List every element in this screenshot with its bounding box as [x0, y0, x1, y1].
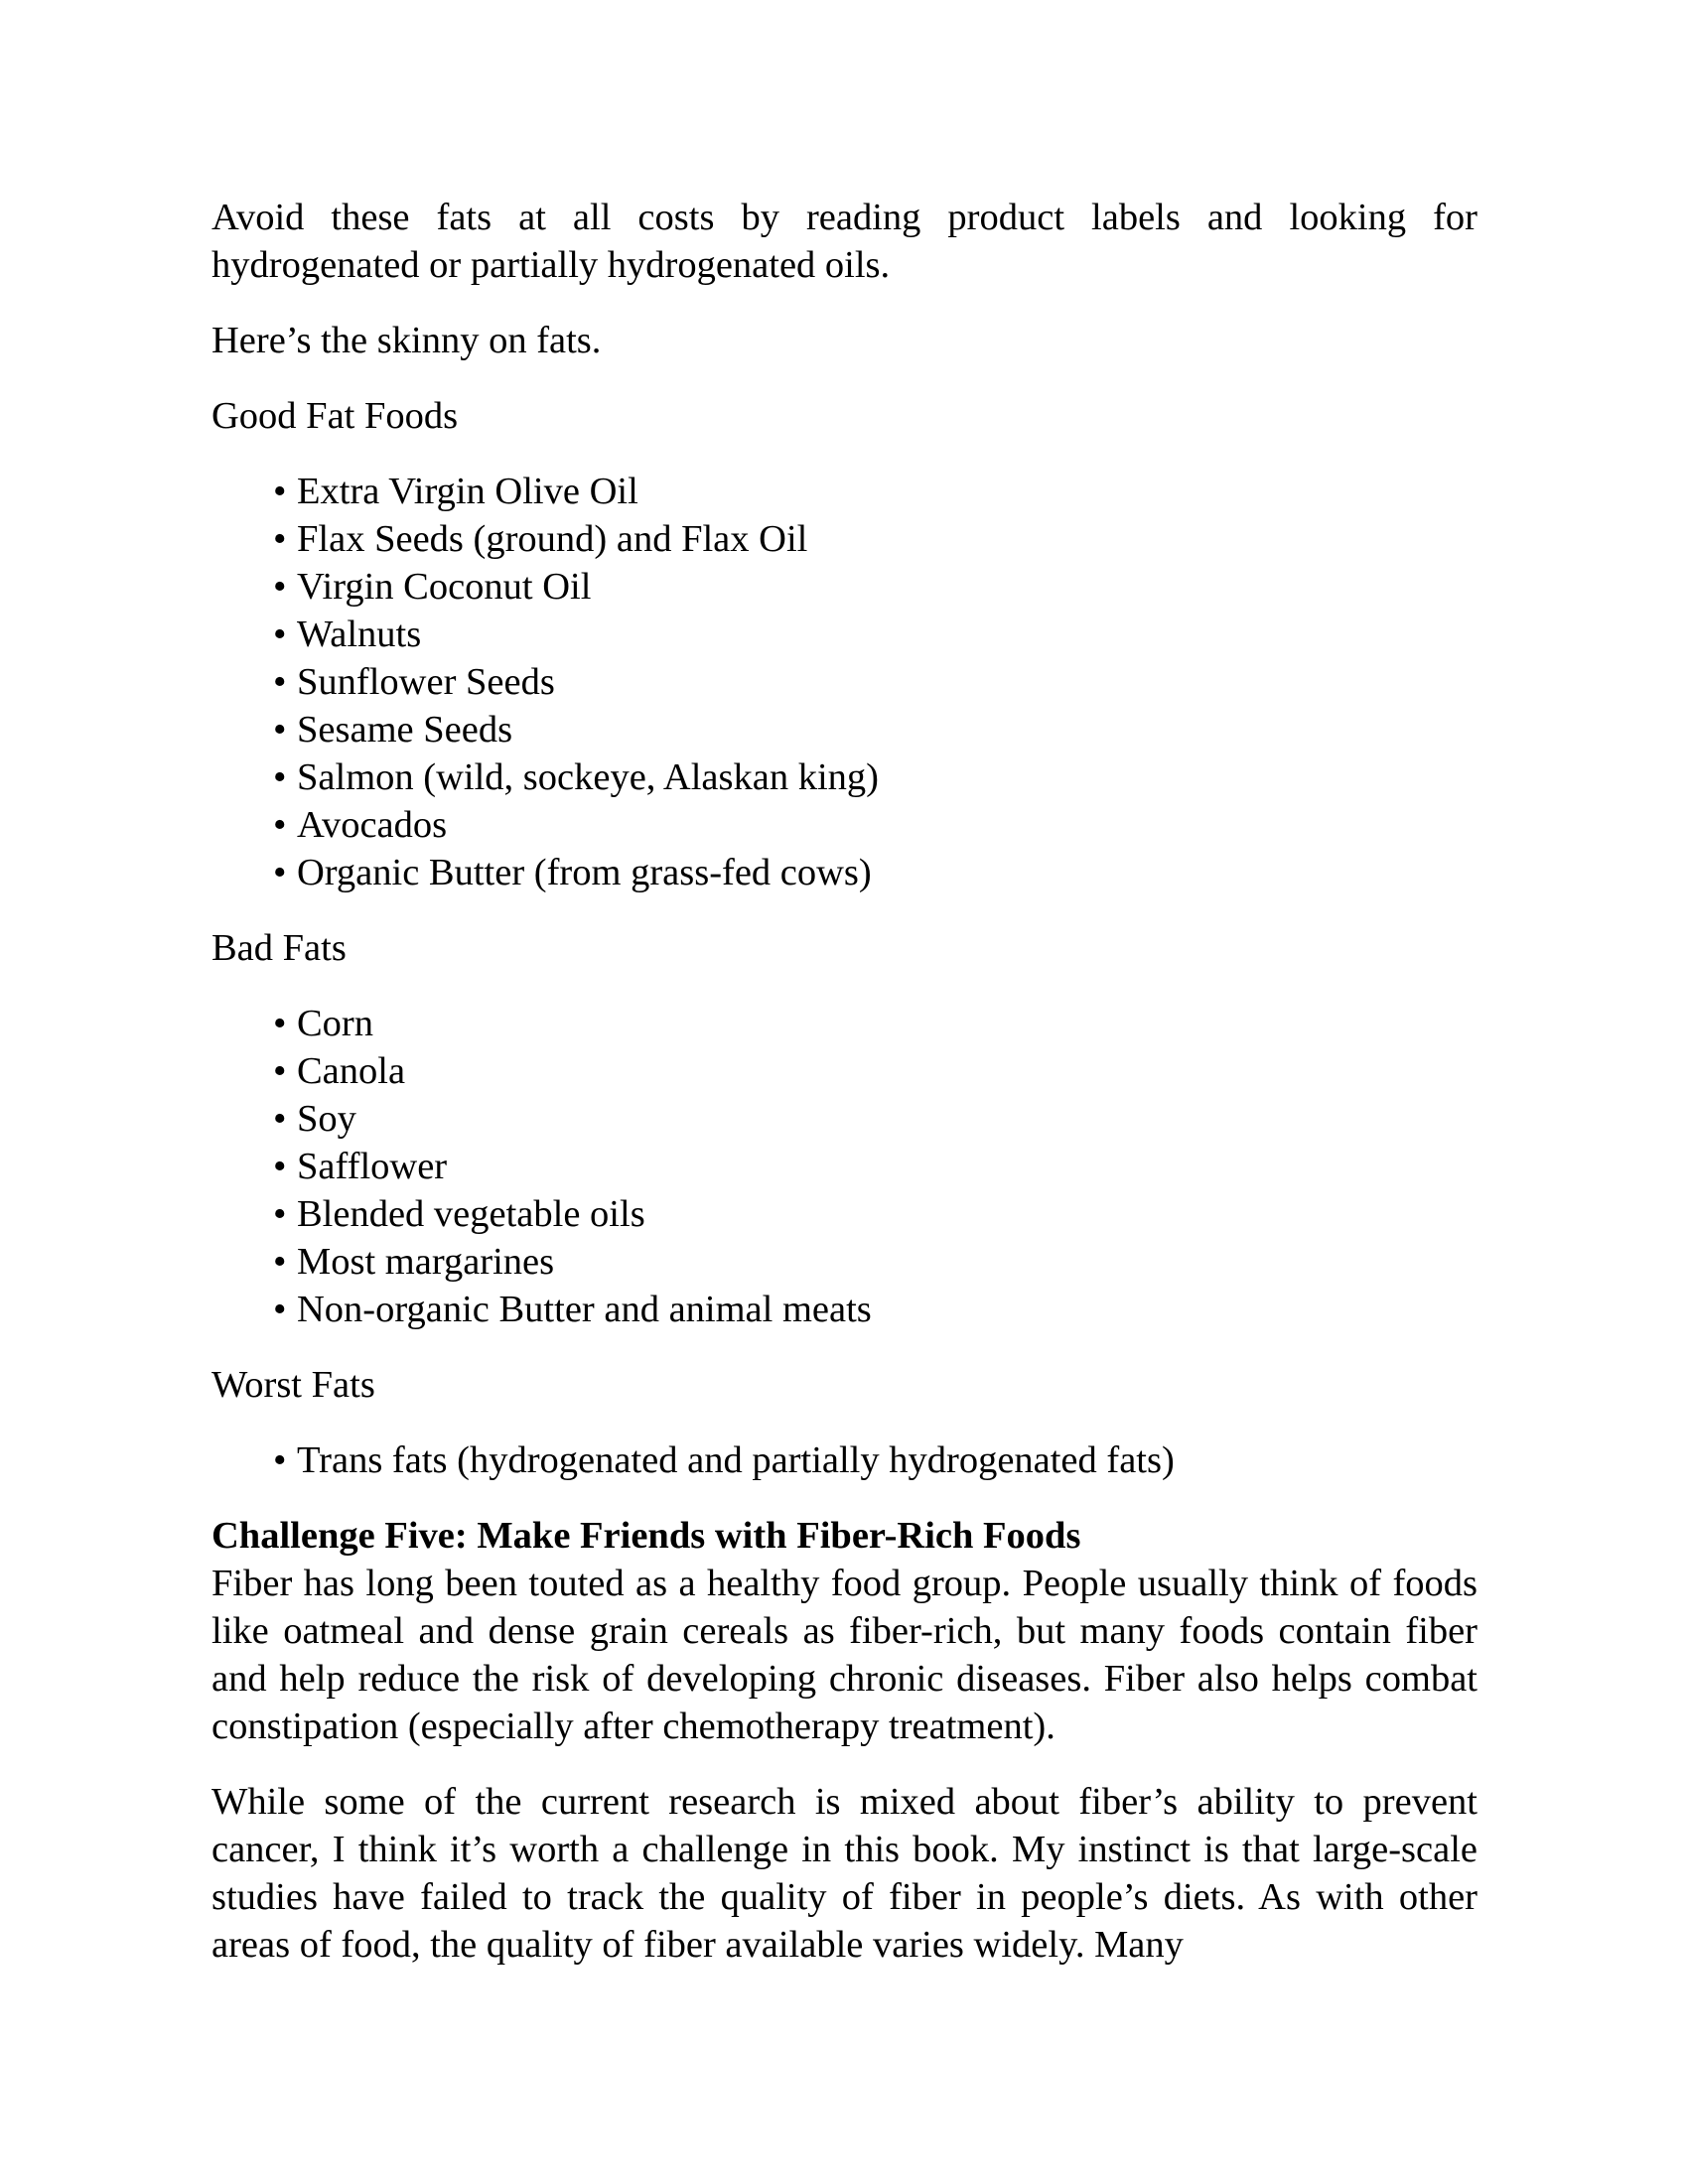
list-item: • Sesame Seeds: [273, 706, 1477, 753]
list-item: • Blended vegetable oils: [273, 1190, 1477, 1238]
list-item: • Trans fats (hydrogenated and partially hydrogenated fats): [273, 1436, 1477, 1484]
list-item: • Flax Seeds (ground) and Flax Oil: [273, 515, 1477, 563]
worst-fats-heading: Worst Fats: [211, 1364, 375, 1406]
good-fats-heading: Good Fat Foods: [211, 395, 459, 437]
worst-fats-list: [211, 1436, 1477, 1484]
list-item: • Corn: [273, 1000, 1477, 1047]
good-fats-list: [211, 468, 1477, 896]
list-item: • Sunflower Seeds: [273, 658, 1477, 706]
list-item: • Safflower: [273, 1143, 1477, 1190]
list-item: • Avocados: [273, 801, 1477, 849]
challenge-paragraph-2: While some of the current research is mixed about fiber’s ability to prevent cancer, I think it’s worth a challenge in this book. My instinct is that large-scale studies have failed to track the quality of fiber in people’s diets. As with other areas of food, the quality of fiber available varies widely. Many: [211, 1781, 1477, 1966]
skinny-line: Here’s the skinny on fats.: [211, 320, 602, 361]
list-item: • Salmon (wild, sockeye, Alaskan king): [273, 753, 1477, 801]
list-item: • Virgin Coconut Oil: [273, 563, 1477, 611]
list-item: • Walnuts: [273, 611, 1477, 658]
list-item: • Most margarines: [273, 1238, 1477, 1286]
list-item: • Canola: [273, 1047, 1477, 1095]
challenge-heading: Challenge Five: Make Friends with Fiber-Rich Foods: [211, 1515, 1081, 1557]
bad-fats-list: [211, 1000, 1477, 1333]
list-item: • Soy: [273, 1095, 1477, 1143]
list-item: • Non-organic Butter and animal meats: [273, 1286, 1477, 1333]
challenge-paragraph-1: Fiber has long been touted as a healthy food group. People usually think of foods like oatmeal and dense grain cereals as fiber-rich, but many foods contain fiber and help reduce the risk of developing chronic diseases. Fiber also helps combat constipation (especially after chemotherapy treatment).: [211, 1563, 1477, 1747]
document-page: [211, 194, 1477, 1969]
bad-fats-heading: Bad Fats: [211, 927, 347, 969]
list-item: • Organic Butter (from grass-fed cows): [273, 849, 1477, 896]
list-item: • Extra Virgin Olive Oil: [273, 468, 1477, 515]
intro-paragraph: Avoid these fats at all costs by reading product labels and looking for hydrogenated or partially hydrogenated oils.: [211, 197, 1477, 286]
